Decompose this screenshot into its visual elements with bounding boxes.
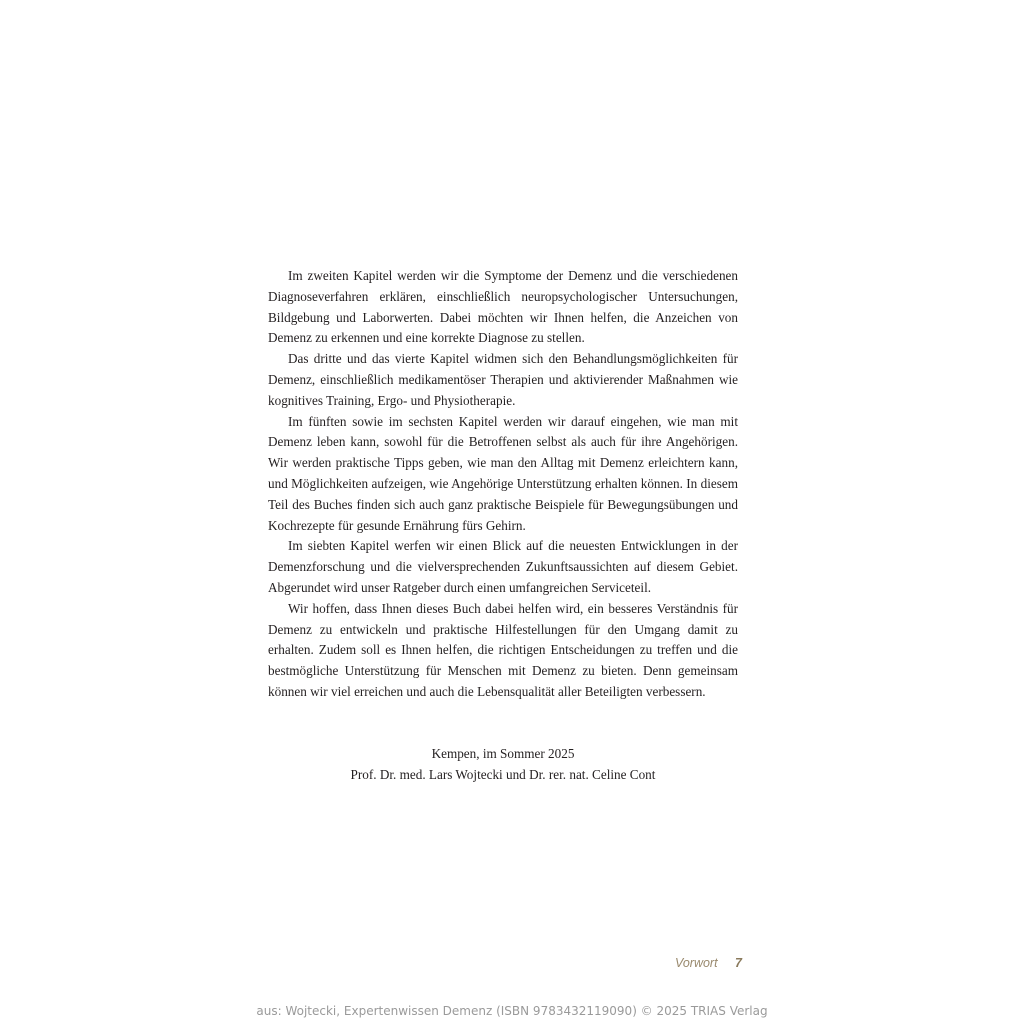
page-number: 7 xyxy=(735,956,742,970)
paragraph-chapters-five-six: Im fünften sowie im sechsten Kapitel werden wir darauf eingehen, wie man mit Demenz leben kann, sowohl für die Betroffenen selbst als auch für ihre Angehörigen. Wir werden praktische Tipps geben, wie man den Alltag mit Demenz erleichtern kann, und Möglichkeiten aufzeigen, wie Angehörige Unterstützung erhalten können. In diesem Teil des Buches finden sich auch ganz praktische Beispiele für Bewegungsübungen und Kochrezepte für gesunde Ernährung fürs Gehirn. xyxy=(268,413,738,533)
place-date: Kempen, im Sommer 2025 xyxy=(431,746,575,761)
paragraph-chapter-seven: Im siebten Kapitel werfen wir einen Blick auf die neuesten Entwicklungen in der Demenzforschung und die vielversprechenden Zukunftsaussichten auf diesem Gebiet. Abgerundet wird unser Ratgeber durch einen umfangreichen Serviceteil. xyxy=(268,538,738,595)
paragraph-chapters-three-four: Das dritte und das vierte Kapitel widmen sich den Behandlungsmöglichkeiten für Demenz, einschließlich medikamentöser Therapien und aktivierender Maßnahmen wie kognitives Training, Ergo- und Physiotherapie. xyxy=(268,351,738,408)
paragraph-closing: Wir hoffen, dass Ihnen dieses Buch dabei helfen wird, ein besseres Verständnis für Demenz zu entwickeln und praktische Hilfestellungen für den Umgang damit zu erhalten. Zudem soll es Ihnen helfen, die richtigen Entscheidungen zu treffen und die bestmögliche Unterstützung für Menschen mit Demenz zu bieten. Denn gemeinsam können wir viel erreichen und auch die Lebensqualität aller Beteiligten verbessern. xyxy=(268,600,738,699)
page-footer xyxy=(675,954,742,972)
authors: Prof. Dr. med. Lars Wojtecki und Dr. rer. nat. Celine Cont xyxy=(350,767,656,782)
signature-block xyxy=(268,743,738,785)
paragraph-chapter-two: Im zweiten Kapitel werden wir die Symptome der Demenz und die verschiedenen Diagnoseverfahren erklären, einschließlich neuropsychologischer Untersuchungen, Bildgebung und Laborwerten. Dabei möchten wir Ihnen helfen, die Anzeichen von Demenz zu erkennen und eine korrekte Diagnose zu stellen. xyxy=(268,268,738,346)
foreword-text xyxy=(268,266,738,703)
section-name: Vorwort xyxy=(674,956,718,970)
source-credit: aus: Wojtecki, Expertenwissen Demenz (ISBN 9783432119090) © 2025 TRIAS Verlag xyxy=(256,1004,768,1018)
